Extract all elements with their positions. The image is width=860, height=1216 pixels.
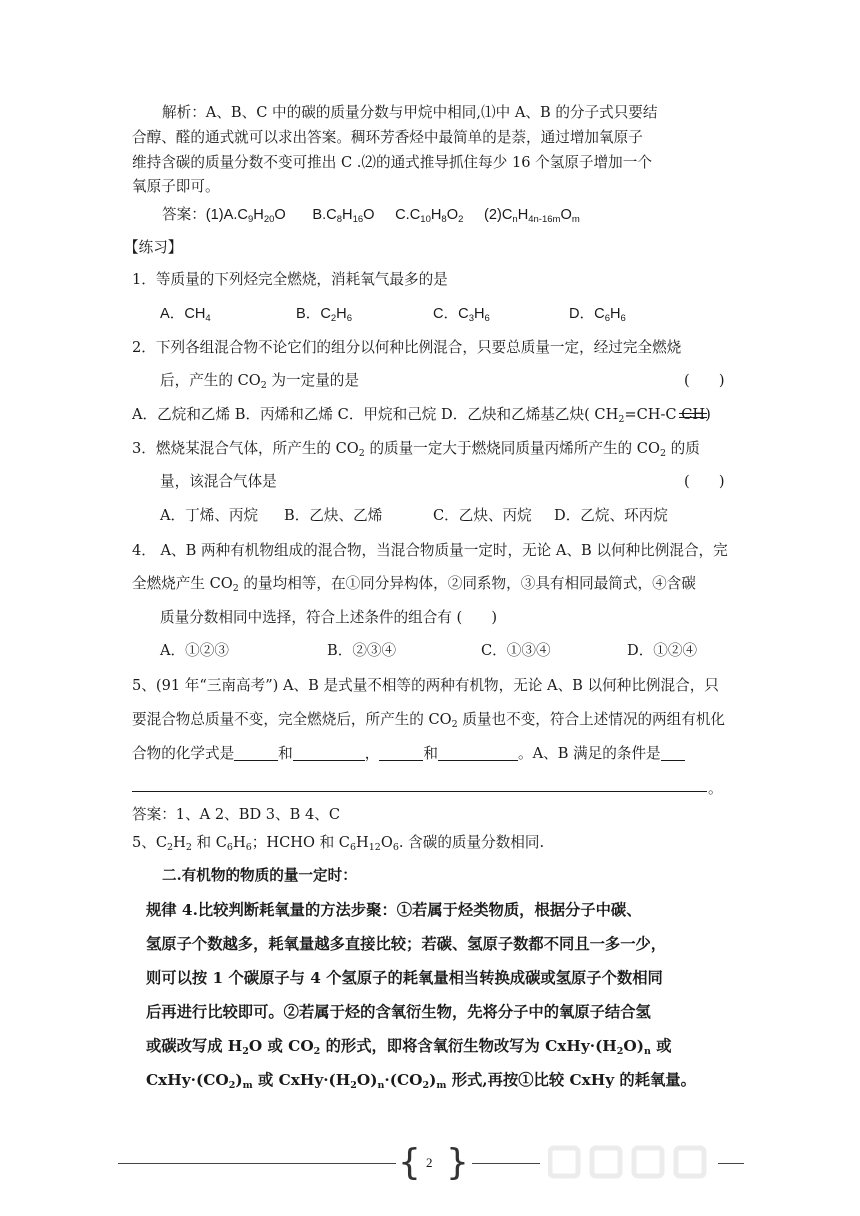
q4-stem-3: 质量分数相同中选择，符合上述条件的组合有 ( ) [160,609,498,626]
answer-formula-b: $B.C_8H_{16}O$ [312,207,375,225]
q4-option-d: D．①②④ [627,642,698,659]
q5-condition-text: 。A、B 满足的条件是 [518,745,661,762]
q5-end-mark: 。 [708,780,723,797]
q1-option-c: C．$C_3H_6$ [433,306,490,324]
q5-and-2: 和 [423,745,438,762]
answer-formula-c: $C.C_{10}H_8O_2$ [395,207,464,225]
footer-rule-right [718,1163,744,1164]
q5-blank-3 [379,746,423,761]
q1-option-d: D．$C_6H_6$ [569,306,626,324]
q5-blank-4 [438,746,518,761]
footer-watermark [548,1142,718,1191]
q3-option-b: B．乙炔、乙烯 [284,507,383,524]
answers-line-2: 5、$C_2H_2$ 和 $C_6H_6$；HCHO 和 $C_6H_{12}O_6$. 含碳的质量分数相同. [132,834,545,853]
q3-stem-2: 量，该混合气体是 [160,473,277,490]
q5-stem-3-text: 合物的化学式是 [132,745,235,762]
rule-4-line-4: 后再进行比较即可。②若属于烃的含氧衍生物，先将分子中的氧原子结合氢 [146,1003,651,1021]
q5-blank-2 [293,746,365,761]
q5-stem-1: 5、(91 年“三南高考”) A、B 是式量不相等的两种有机物，无论 A、B 以何种比例混合，只 [132,677,719,694]
q3-option-c: C．乙炔、丙烷 [433,507,532,524]
analysis-line-1: 解析：A、B、C 中的碳的质量分数与甲烷中相同,⑴中 A、B 的分子式只要结 [162,104,658,121]
footer-rule-left [118,1163,396,1164]
footer-rule-mid [472,1163,540,1164]
q3-answer-paren: ( ) [684,473,725,490]
analysis-line-2: 合醇、醛的通式就可以求出答案。稠环芳香烃中最简单的是萘，通过增加氧原子 [132,129,643,146]
answer-line [162,205,580,225]
q5-stem-2: 要混合物总质量不变，完全燃烧后，所产生的 $CO_2$ 质量也不变，符合上述情况的两组有机化 [132,711,726,730]
rule-4-line-2: 氢原子个数越多，耗氧量越多直接比较；若碳、氢原子数都不同且一多一少， [146,935,667,953]
watermark-graphic [548,1142,718,1182]
page-number: 2 [426,1155,433,1170]
rule-4-line-3: 则可以按 1 个碳原子与 4 个氢原子的耗氧量相当转换成碳或氢原子个数相同 [146,969,663,987]
answer-formula-d: $(2)C_nH_{4n-16m}O_m$ [484,207,580,225]
q4-stem-2: 全燃烧产生 $CO_2$ 的量均相等，在①同分异构体，②同系物，③具有相同最简式，④含碳 [132,575,696,594]
rule-4-line-6: $CxHy\cdot(CO_2)_m$ 或 $CxHy\cdot(H_2O)_n\cdot(CO_2)_m$ 形式,再按①比较 CxHy 的耗氧量。 [146,1071,696,1091]
q5-answer-rule [132,791,707,792]
analysis-line-3: 维持含碳的质量分数不变可推出 C .⑵的通式推导抓住每少 16 个氢原子增加一个 [132,154,652,171]
q3-stem-1: 3．燃烧某混合气体，所产生的 $CO_2$ 的质量一定大于燃烧同质量丙烯所产生的 $CO_2$ 的质 [132,440,700,459]
q3-option-d: D．乙烷、环丙烷 [554,507,668,524]
rule-4-line-5: 或碳改写成 $H_2O$ 或 $CO_2$ 的形式，即将含氧衍生物改写为 $CxHy\cdot(H_2O)_n$ 或 [146,1037,672,1057]
q2-stem-1: 2．下列各组混合物不论它们的组分以何种比例混合，只要总质量一定，经过完全燃烧 [132,339,682,356]
q3-option-a: A．丁烯、丙烷 [160,507,259,524]
section-2-title: 二.有机物的物质的量一定时： [162,867,357,884]
analysis-line-4: 氧原子即可。 [132,178,220,195]
q5-blank-5 [661,746,685,761]
q1-option-b: B．$C_2H_6$ [296,306,353,324]
q2-stem-2: 后，产生的 $CO_2$ 为一定量的是 [160,372,359,391]
q2-answer-paren: ( ) [684,372,725,389]
q5-and-1: 和 [278,745,293,762]
q2-options: A．乙烷和乙烯 B．丙烯和乙烯 C．甲烷和己烷 D．乙炔和乙烯基乙炔( $CH_2=CH-C$ CH ) [132,406,711,425]
q4-option-c: C．①③④ [481,642,551,659]
answers-line-1: 答案：1、A 2、BD 3、B 4、C [132,806,341,823]
q5-stem-3 [132,744,685,764]
footer-right-brace: } [446,1142,469,1183]
q4-stem-1: 4． A、B 两种有机物组成的混合物，当混合物质量一定时，无论 A、B 以何种比例混合，完 [132,542,728,559]
q4-option-a: A．①②③ [160,642,229,659]
q1-stem: 1．等质量的下列烃完全燃烧，消耗氧气最多的是 [132,271,448,288]
rule-4-line-1: 规律 4.比较判断耗氧量的方法步聚：①若属于烃类物质，根据分子中碳、 [146,901,642,919]
answer-label: 答案： [162,206,206,223]
practice-header: 【练习】 [124,239,183,256]
q4-option-b: B．②③④ [327,642,397,659]
q5-blank-1 [234,746,278,761]
q5-comma: ， [364,745,380,762]
q1-option-a: A．$CH_4$ [160,306,211,324]
answer-formula-a: $(1)A.C_9H_{20}O$ [205,207,286,225]
footer-left-brace: { [398,1142,421,1183]
